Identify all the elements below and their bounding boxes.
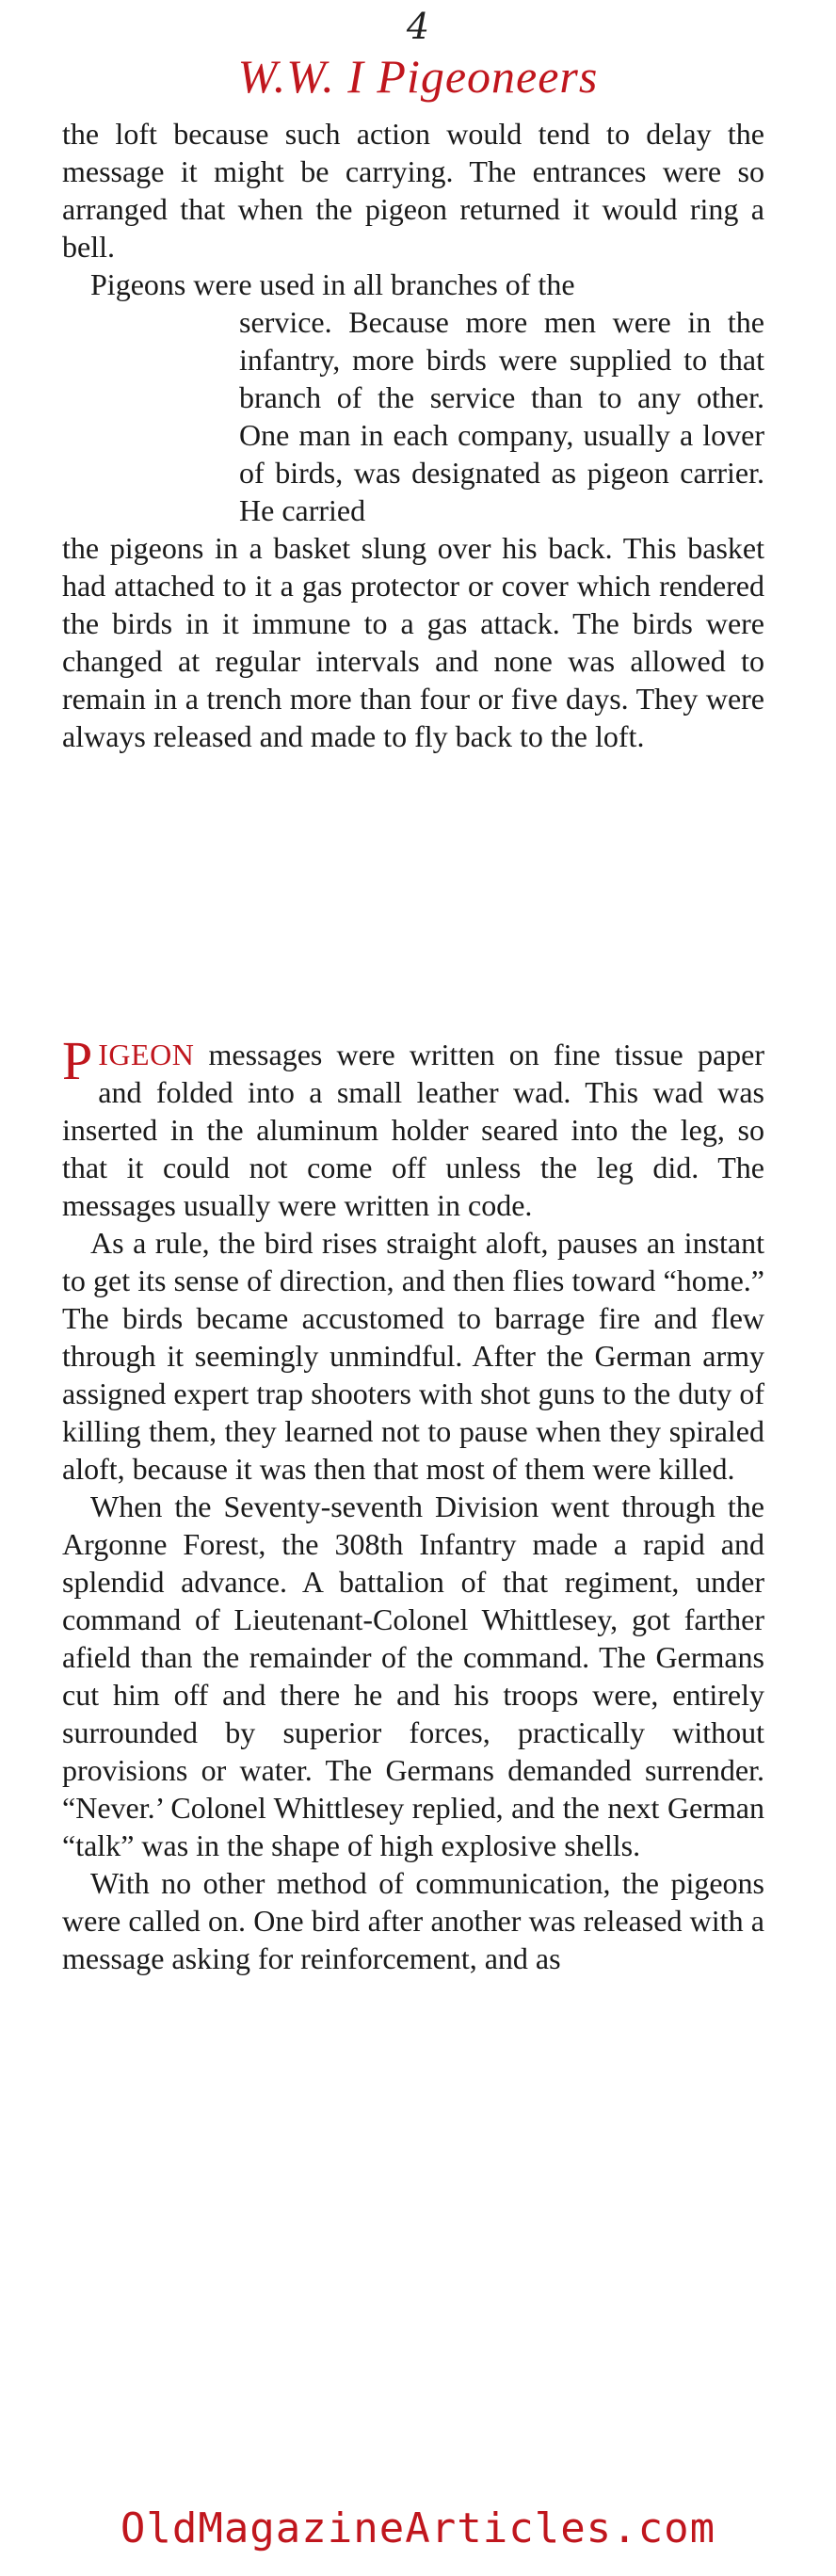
drop-cap: P xyxy=(62,1030,93,1091)
section-one xyxy=(62,115,764,755)
paragraph-loft: the loft because such action would tend to delay the message it might be carrying. The entrances were so arranged that when the pigeon returned it would ring a bell. xyxy=(62,117,764,264)
lead-caps: IGEON xyxy=(98,1038,195,1071)
source-footer: OldMagazineArticles.com xyxy=(120,2504,716,2552)
paragraph-argonne: When the Seventy-seventh Division went through the Argonne Forest, the 308th Infantry made a rapid and splendid advance. A battalion of that regiment, under command of Lieutenant-Colonel Whittlesey, got farther afield than the remainder of the command. The Germans cut him off and there he and his troops were, entirely surrounded by superior forces, practically without provisions or water. The Germans demanded surrender. “Never.’ Colonel Whittlesey replied, and the next German “talk” was in the shape of high explosive shells. xyxy=(62,1489,764,1862)
paragraph-flight: As a rule, the bird rises straight aloft, pauses an instant to get its sense of direction, and then flies toward “home.” The birds became accustomed to barrage fire and flew through it seemingly unmindful. After the German army assigned expert trap shooters with shot guns to the duty of killing them, they learned not to pause when they spiraled aloft, because it was then that most of them were killed. xyxy=(62,1226,764,1486)
paragraph-branches-lead: Pigeons were used in all branches of the xyxy=(90,267,575,301)
article-title: W.W. I Pigeoneers xyxy=(237,50,599,103)
section-two xyxy=(62,1030,764,1977)
paragraph-communication: With no other method of communication, the pigeons were called on. One bird after another was released with a message asking for reinforcement, and as xyxy=(62,1866,764,1975)
paragraph-branches-rest: the pigeons in a basket slung over his back. This basket had attached to it a gas protector or cover which rendered the birds in it immune to a gas attack. The birds were changed at regular intervals and none was allowed to remain in a trench more than four or five days. They were always released and made to fly back to the loft. xyxy=(62,531,764,753)
page-number: 4 xyxy=(406,6,430,47)
paragraph-branches-narrow: service. Because more men were in the infantry, more birds were supplied to that branch of the service than to any other. One man in each company, usually a lover of birds, was designated as pigeon carrier. He carried xyxy=(239,305,764,527)
paragraph-messages xyxy=(62,1030,764,1224)
paragraph-messages-text: messages were written on fine tissue paper and folded into a small leather wad. This wad was inserted in the aluminum holder seared into the leg, so that it could not come off unless the leg did. The messages usually were written in code. xyxy=(62,1038,764,1222)
